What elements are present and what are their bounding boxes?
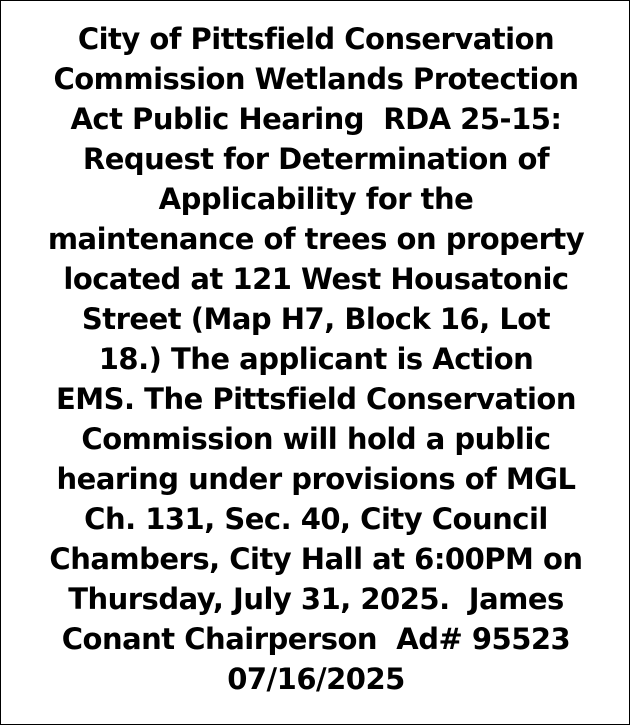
notice-line: Applicability for the xyxy=(158,182,474,216)
notice-date: 07/16/2025 xyxy=(227,662,405,696)
notice-line: located at 121 West Housatonic xyxy=(63,262,569,296)
notice-line: Conant Chairperson Ad# 95523 xyxy=(61,622,571,656)
notice-line: hearing under provisions of MGL xyxy=(56,462,576,496)
notice-line: Street (Map H7, Block 16, Lot xyxy=(81,302,551,336)
notice-line: Act Public Hearing RDA 25-15: xyxy=(70,102,562,136)
notice-line: Ch. 131, Sec. 40, City Council xyxy=(84,502,548,536)
notice-line: 18.) The applicant is Action xyxy=(98,342,534,376)
notice-line: Request for Determination of xyxy=(82,142,550,176)
notice-line: City of Pittsfield Conservation xyxy=(77,22,555,56)
notice-line: maintenance of trees on property xyxy=(47,222,585,256)
notice-line: Commission Wetlands Protection xyxy=(53,62,579,96)
notice-line: EMS. The Pittsfield Conservation xyxy=(56,382,576,416)
notice-line: Commission will hold a public xyxy=(81,422,551,456)
notice-line: Thursday, July 31, 2025. James xyxy=(68,582,564,616)
notice-body xyxy=(1,19,630,699)
notice-line: Chambers, City Hall at 6:00PM on xyxy=(49,542,583,576)
